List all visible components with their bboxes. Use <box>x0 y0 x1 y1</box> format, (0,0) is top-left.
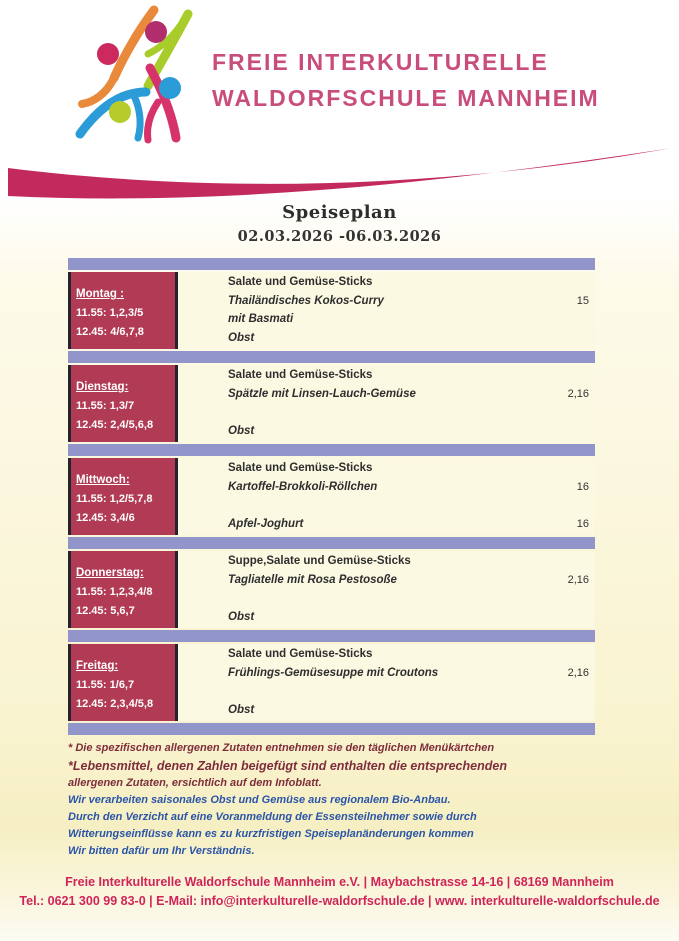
contact-footer <box>0 873 679 911</box>
divider-bar <box>68 630 595 642</box>
meal-line: Salate und Gemüse-Sticks <box>228 462 373 474</box>
meal-line: Frühlings-Gemüsesuppe mit Croutons <box>228 666 439 679</box>
meal-line: Kartoffel-Brokkoli-Röllchen <box>228 480 378 493</box>
day-cell <box>68 644 178 721</box>
page-title: Speiseplan <box>282 202 397 223</box>
day-cell <box>68 458 178 535</box>
menu-row-donnerstag <box>68 551 595 628</box>
school-name-line1: FREIE INTERKULTURELLE <box>212 49 549 75</box>
meal-line: Apfel-Joghurt <box>228 517 304 530</box>
day-cell <box>68 272 178 349</box>
menu-table <box>68 258 595 737</box>
school-name-line2: WALDORFSCHULE MANNHEIM <box>212 85 600 111</box>
menu-row-dienstag <box>68 365 595 442</box>
serving-time-1: 11.55: 1,2,3,4/8 <box>76 586 153 598</box>
meal-line: Obst <box>228 424 255 437</box>
contact-address: Freie Interkulturelle Waldorfschule Mannheim e.V. | Maybachstrasse 14-16 | 68169 Mannheim <box>65 875 614 889</box>
meal-cell <box>178 551 595 628</box>
meal-line: Suppe,Salate und Gemüse-Sticks <box>228 555 411 567</box>
serving-time-2: 12.45: 3,4/6 <box>76 512 135 524</box>
meal-line: Salate und Gemüse-Sticks <box>228 369 373 381</box>
meal-cell <box>178 644 595 721</box>
meal-cell <box>178 272 595 349</box>
menu-row-mittwoch <box>68 458 595 535</box>
note-line: * Die spezifischen allergenen Zutaten entnehmen sie den täglichen Menükärtchen <box>68 742 495 754</box>
date-range: 02.03.2026 -06.03.2026 <box>237 228 442 245</box>
contact-phone-email-web: Tel.: 0621 300 99 83-0 | E-Mail: info@interkulturelle-waldorfschule.de | www. interkulturelle-waldorfschule.de <box>19 894 660 908</box>
meal-line: Thailändisches Kokos-Curry <box>228 294 384 307</box>
meal-line: Tagliatelle mit Rosa Pestosoße <box>228 573 397 586</box>
allergen-num: 15 <box>576 294 589 307</box>
meal-line: Salate und Gemüse-Sticks <box>228 648 373 660</box>
note-line: allergenen Zutaten, ersichtlich auf dem Infoblatt. <box>68 777 322 789</box>
serving-time-1: 11.55: 1/6,7 <box>76 679 135 691</box>
school-logo-icon <box>72 4 196 146</box>
allergen-num: 16 <box>576 480 589 493</box>
notes-block <box>68 741 608 861</box>
day-label: Montag : <box>76 288 124 300</box>
meal-line: Spätzle mit Linsen-Lauch-Gemüse <box>228 387 416 400</box>
serving-time-2: 12.45: 2,4/5,6,8 <box>76 419 154 431</box>
serving-time-2: 12.45: 5,6,7 <box>76 605 135 617</box>
serving-time-1: 11.55: 1,2,3/5 <box>76 307 144 319</box>
serving-time-2: 12.45: 4/6,7,8 <box>76 326 144 338</box>
day-label: Donnerstag: <box>76 567 144 579</box>
meal-cell <box>178 365 595 442</box>
divider-bar <box>68 537 595 549</box>
day-cell <box>68 551 178 628</box>
day-label: Dienstag: <box>76 381 129 393</box>
menu-row-freitag <box>68 644 595 721</box>
note-line: Wir verarbeiten saisonales Obst und Gemüse aus regionalem Bio-Anbau. <box>68 793 451 806</box>
divider-bar <box>68 444 595 456</box>
serving-time-2: 12.45: 2,3,4/5,8 <box>76 698 154 710</box>
divider-bar <box>68 723 595 735</box>
swoosh-divider <box>0 142 679 204</box>
meal-line: mit Basmati <box>228 313 294 325</box>
meal-line: Obst <box>228 331 255 344</box>
serving-time-1: 11.55: 1,2/5,7,8 <box>76 493 153 505</box>
note-line: Durch den Verzicht auf eine Voranmeldung der Essensteilnehmer sowie durch <box>68 810 477 823</box>
meal-line: Obst <box>228 703 255 716</box>
serving-time-1: 11.55: 1,3/7 <box>76 400 135 412</box>
allergen-num: 16 <box>576 517 589 530</box>
day-label: Freitag: <box>76 660 119 672</box>
allergen-num: 2,16 <box>567 666 589 679</box>
note-line: Wir bitten dafür um Ihr Verständnis. <box>68 844 255 857</box>
day-cell <box>68 365 178 442</box>
meal-line: Salate und Gemüse-Sticks <box>228 276 373 288</box>
divider-bar <box>68 351 595 363</box>
allergen-num: 2,16 <box>567 573 589 586</box>
note-line: Witterungseinflüsse kann es zu kurzfristigen Speiseplanänderungen kommen <box>68 827 474 840</box>
meal-cell <box>178 458 595 535</box>
school-name <box>212 44 600 116</box>
meal-line: Obst <box>228 610 255 623</box>
menu-row-montag <box>68 272 595 349</box>
allergen-num: 2,16 <box>567 387 589 400</box>
divider-bar <box>68 258 595 270</box>
day-label: Mittwoch: <box>76 474 130 486</box>
note-line: *Lebensmittel, denen Zahlen beigefügt sind enthalten die entsprechenden <box>68 758 507 773</box>
